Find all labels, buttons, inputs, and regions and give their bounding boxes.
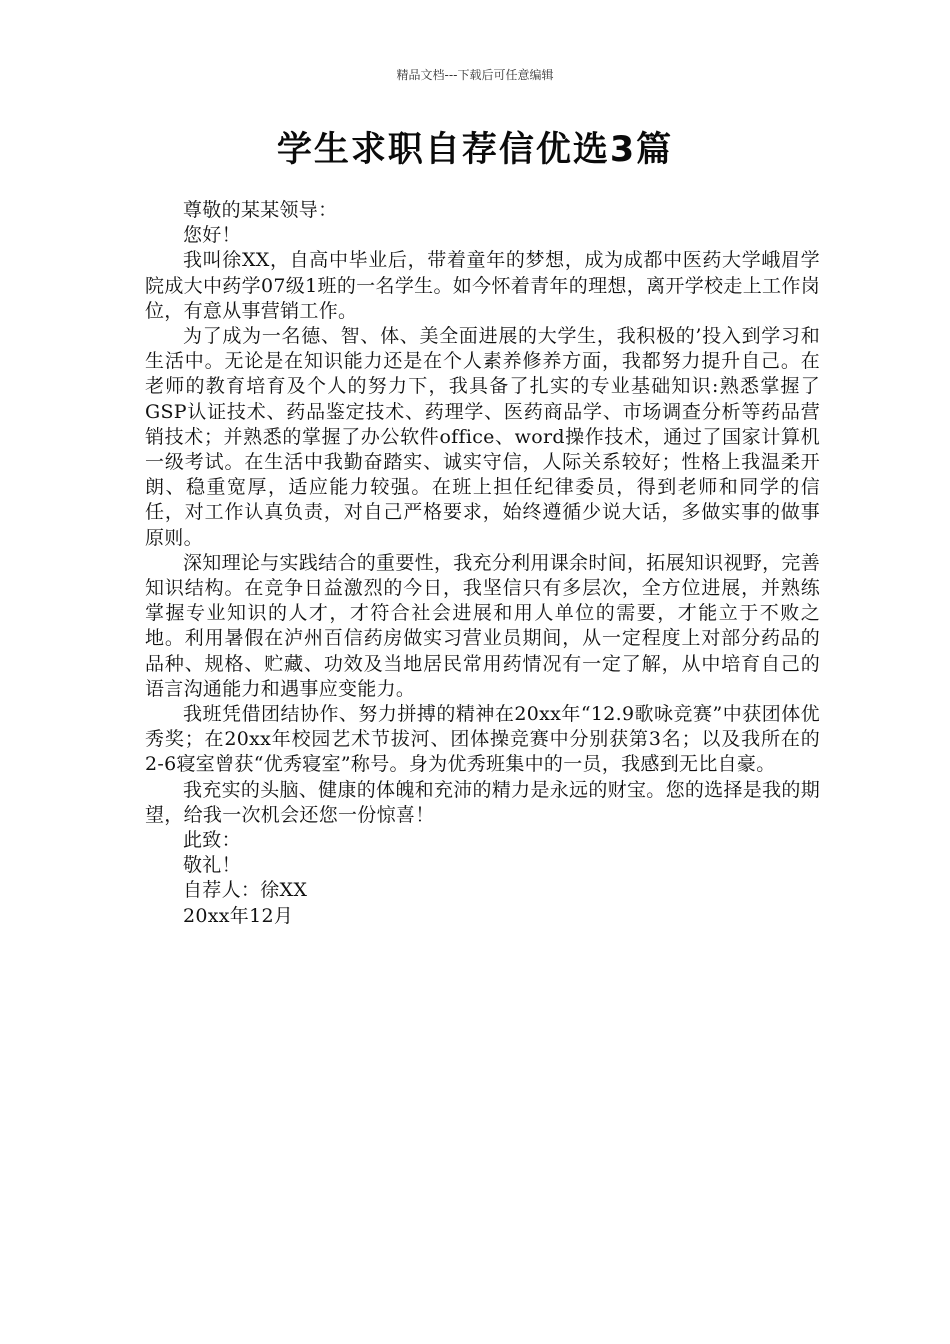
closing: 此致： bbox=[183, 829, 241, 852]
salutation: 尊敬的某某领导： bbox=[183, 199, 338, 221]
paragraph-introduction: 我叫徐XX，自高中毕业后，带着童年的梦想，成为成都中医药大学峨眉学院成大中药学07级1班的一名学生。如今怀着青年的理想，离开学校走上工作岗位，有意从事营销工作。 bbox=[145, 249, 820, 322]
regards: 敬礼！ bbox=[183, 854, 241, 877]
document-body bbox=[145, 198, 820, 929]
date: 20xx年12月 bbox=[183, 904, 294, 927]
page-header: 精品文档---下载后可任意编辑 bbox=[396, 68, 554, 82]
signature: 自荐人：徐XX bbox=[183, 879, 308, 902]
paragraph-honors: 我班凭借团结协作、努力拼搏的精神在20xx年“12.9歌咏竞赛”中获团体优秀奖；在20xx年校园艺术节拔河、团体操竞赛中分别获第3名；以及我所在的2-6寝室曾获“优秀寝室”称号。身为优秀班集中的一员，我感到无比自豪。 bbox=[145, 703, 820, 776]
paragraph-study: 为了成为一名德、智、体、美全面进展的大学生，我积极的’投入到学习和生活中。无论是在知识能力还是在个人素养修养方面，我都努力提升自己。在老师的教育培育及个人的努力下，我具备了扎实的专业基础知识:熟悉掌握了GSP认证技术、药品鉴定技术、药理学、医药商品学、市场调查分析等药品营销技术；并熟悉的掌握了办公软件office、word操作技术，通过了国家计算机一级考试。在生活中我勤奋踏实、诚实守信，人际关系较好；性格上我温柔开朗、稳重宽厚，适应能力较强。在班上担任纪律委员，得到老师和同学的信任，对工作认真负责，对自己严格要求，始终遵循少说大话，多做实事的做事原则。 bbox=[145, 325, 820, 549]
greeting: 您好！ bbox=[183, 224, 241, 247]
document-title: 学生求职自荐信优选3篇 bbox=[276, 130, 674, 170]
paragraph-practice: 深知理论与实践结合的重要性，我充分利用课余时间，拓展知识视野，完善知识结构。在竞争日益激烈的今日，我坚信只有多层次，全方位进展，并熟练掌握专业知识的人才，才符合社会进展和用人单位的需要，才能立于不败之地。利用暑假在泸州百信药房做实习营业员期间，从一定程度上对部分药品的品种、规格、贮藏、功效及当地居民常用药情况有一定了解，从中培育自己的语言沟通能力和遇事应变能力。 bbox=[145, 551, 820, 700]
paragraph-conclusion: 我充实的头脑、健康的体魄和充沛的精力是永远的财宝。您的选择是我的期望，给我一次机会还您一份惊喜！ bbox=[145, 778, 820, 826]
